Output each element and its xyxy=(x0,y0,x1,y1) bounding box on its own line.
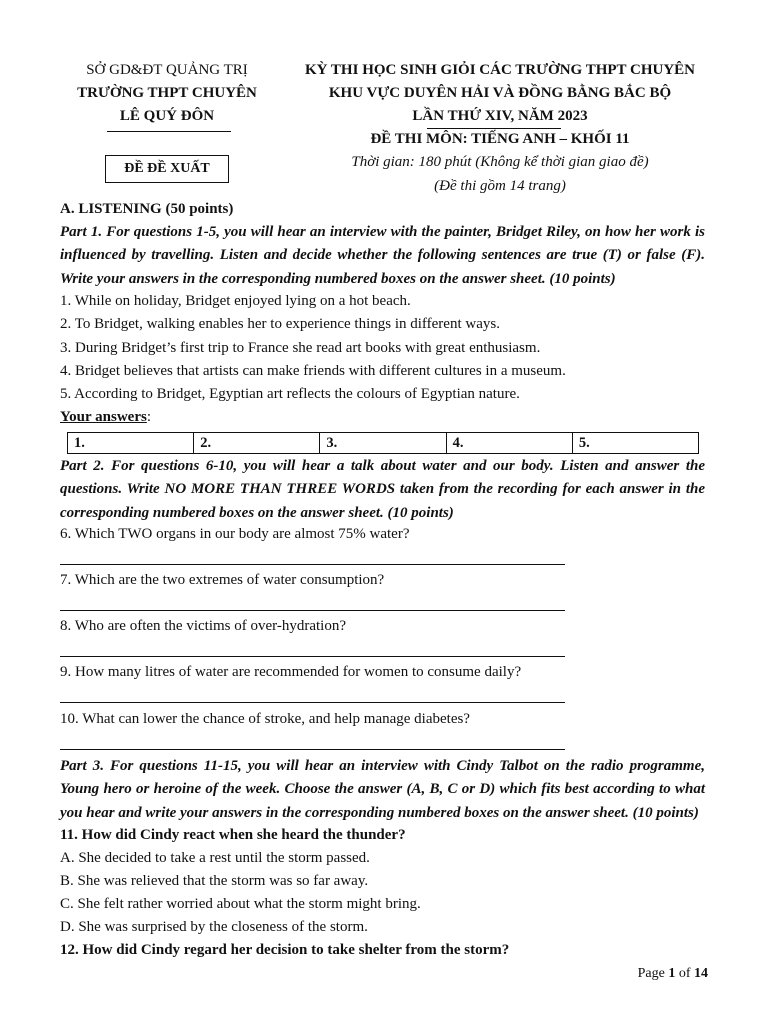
of-word: of xyxy=(678,966,691,981)
statement-2: 2. To Bridget, walking enables her to experience things in different ways. xyxy=(60,316,500,332)
question-6: 6. Which TWO organs in our body are almost 75% water? xyxy=(60,526,410,542)
answer-line-9 xyxy=(60,702,565,703)
exam-page-count: (Đề thi gồm 14 trang) xyxy=(434,178,566,194)
page-footer xyxy=(638,966,708,982)
option-11-a: A. She decided to take a rest until the storm passed. xyxy=(60,850,370,866)
question-7: 7. Which are the two extremes of water consumption? xyxy=(60,572,385,588)
statement-5: 5. According to Bridget, Egyptian art reflects the colours of Egyptian nature. xyxy=(60,386,520,402)
answer-cell-1: 1. xyxy=(68,433,194,453)
department-name: SỞ GD&ĐT QUẢNG TRỊ xyxy=(86,62,248,78)
answer-table xyxy=(67,432,699,454)
exam-region: KHU VỰC DUYÊN HẢI VÀ ĐỒNG BẰNG BẮC BỘ xyxy=(328,85,672,101)
exam-edition: LẦN THỨ XIV, NĂM 2023 xyxy=(412,108,588,124)
answer-line-7 xyxy=(60,610,565,611)
page-word: Page xyxy=(637,966,665,981)
header-left-divider xyxy=(107,131,231,132)
option-11-d: D. She was surprised by the closeness of the storm. xyxy=(60,919,368,935)
statement-4: 4. Bridget believes that artists can make friends with different cultures in a museum. xyxy=(60,363,566,379)
statement-1: 1. While on holiday, Bridget enjoyed lying on a hot beach. xyxy=(60,293,411,309)
part1-instructions: Part 1. For questions 1-5, you will hear an interview with the painter, Bridget Riley, on how her work is influenced by travelling. Listen and decide whether the following sentences are true (T) or false (F). Write your answers in the corresponding numbered boxes on the answer sheet. (10 points) xyxy=(60,224,705,287)
question-11: 11. How did Cindy react when she heard the thunder? xyxy=(60,827,406,843)
option-11-c: C. She felt rather worried about what the storm might bring. xyxy=(60,896,421,912)
answer-line-6 xyxy=(60,564,565,565)
part2-instructions: Part 2. For questions 6-10, you will hear a talk about water and our body. Listen and answer the questions. Write NO MORE THAN THREE WORDS taken from the recording for each answer in the corresponding numbered boxes on the answer sheet. (10 points) xyxy=(60,458,705,521)
school-name-2: LÊ QUÝ ĐÔN xyxy=(119,108,215,124)
answers-heading xyxy=(60,409,705,426)
option-11-b: B. She was relieved that the storm was so far away. xyxy=(60,873,369,889)
question-12: 12. How did Cindy regard her decision to take shelter from the storm? xyxy=(60,942,510,958)
question-9: 9. How many litres of water are recommended for women to consume daily? xyxy=(60,664,522,680)
exam-subject: ĐỀ THI MÔN: TIẾNG ANH – KHỐI 11 xyxy=(370,131,630,147)
answer-cell-5: 5. xyxy=(578,435,590,451)
answers-label: Your answers xyxy=(60,409,147,425)
answer-cell-2: 2. xyxy=(194,433,320,453)
answer-cell-3: 3. xyxy=(320,433,446,453)
answers-colon: : xyxy=(146,409,151,425)
page-total: 14 xyxy=(694,966,708,981)
exam-title: KỲ THI HỌC SINH GIỎI CÁC TRƯỜNG THPT CHUYÊN xyxy=(304,62,696,78)
question-8: 8. Who are often the victims of over-hydration? xyxy=(60,618,346,634)
proposal-badge xyxy=(105,155,229,183)
school-name: TRƯỜNG THPT CHUYÊN xyxy=(77,85,257,101)
page-number: 1 xyxy=(668,966,676,981)
answer-line-10 xyxy=(60,749,565,750)
section-heading: A. LISTENING (50 points) xyxy=(60,201,234,217)
answer-cell-4: 4. xyxy=(447,433,573,453)
statement-3: 3. During Bridget’s first trip to France she read art books with great enthusiasm. xyxy=(60,340,541,356)
answer-line-8 xyxy=(60,656,565,657)
question-10: 10. What can lower the chance of stroke, and help manage diabetes? xyxy=(60,711,470,727)
exam-time: Thời gian: 180 phút (Không kể thời gian giao đề) xyxy=(351,154,649,170)
part3-instructions: Part 3. For questions 11-15, you will hear an interview with Cindy Talbot on the radio programme, Young hero or heroine of the week. Choose the answer (A, B, C or D) which fits best according to what you hear and write your answers in the corresponding numbered boxes on the answer sheet. (10 points) xyxy=(60,758,705,821)
proposal-label: ĐỀ ĐỀ XUẤT xyxy=(124,161,210,176)
header-right-divider xyxy=(427,128,561,129)
